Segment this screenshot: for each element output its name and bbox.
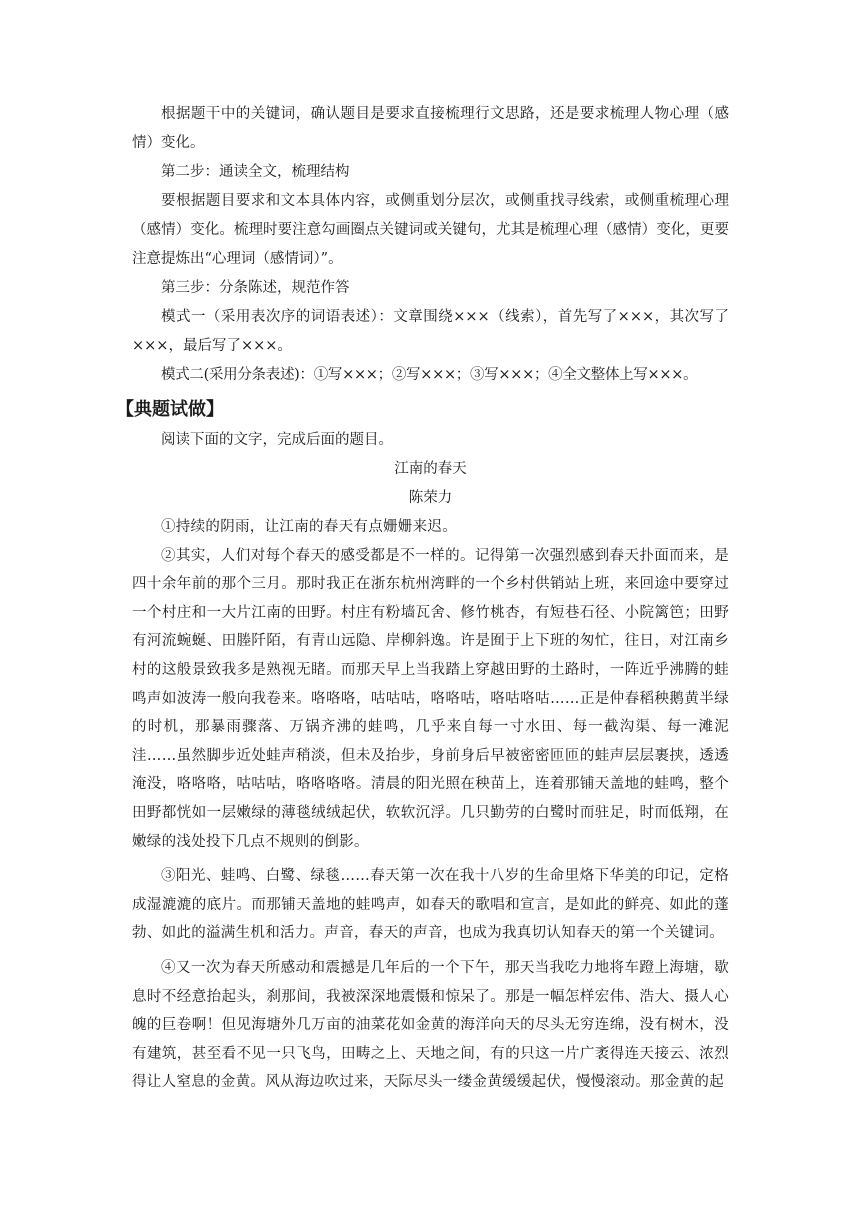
mode1-text: 模式一（采用表次序的词语表述）：文章围绕×××（线索），首先写了×××，其次写了×××，最后写了×××。 <box>132 309 729 354</box>
mode2-text: 模式二(采用分条表述)：①写×××；②写×××；③写×××；④全文整体上写×××。 <box>161 367 698 383</box>
practice-heading: 【典题试做】 <box>116 399 224 420</box>
document-page <box>116 100 729 1097</box>
article-paragraph-1: ①持续的阴雨，让江南的春天有点姗姗来迟。 <box>161 519 457 535</box>
article-paragraph-4: ④又一次为春天所感动和震撼是几年后的一个下午，那天当我吃力地将车蹬上海塘，歇息时不经意抬起头，刹那间，我被深深地震慑和惊呆了。那是一幅怎样宏伟、浩大、摄人心魄的巨卷啊！但见海塘外几万亩的油菜花如金黄的海洋向天的尽头无穷连绵，没有树木，没有建筑，甚至看不见一只飞鸟，田畴之上、天地之间，有的只这一片广袤得连天接云、浓烈得让人窒息的金黄。风从海边吹过来，天际尽头一缕金黄缓缓起伏，慢慢滚动。那金黄的起 <box>132 959 729 1091</box>
step2-body: 要根据题目要求和文本具体内容，或侧重划分层次，或侧重找寻线索，或侧重梳理心理（感情）变化。梳理时要注意勾画圈点关键词或关键句，尤其是梳理心理（感情）变化，更要注意提炼出“心理词（感情词）”。 <box>132 193 729 267</box>
article-paragraph-3: ③阳光、蛙鸣、白鹭、绿毯……春天第一次在我十八岁的生命里烙下华美的印记，定格成湿漉漉的底片。而那铺天盖地的蛙鸣声，如春天的歌唱和宣言，是如此的鲜亮、如此的蓬勃、如此的溢满生机和活力。声音，春天的声音，也成为我真切认知春天的第一个关键词。 <box>132 868 729 942</box>
article-author: 陈荣力 <box>408 490 453 506</box>
step3-title: 第三步：分条陈述，规范作答 <box>161 280 350 296</box>
article-title: 江南的春天 <box>394 461 467 477</box>
method-intro: 根据题干中的关键词，确认题目是要求直接梳理行文思路，还是要求梳理人物心理（感情）变化。 <box>132 106 729 151</box>
practice-instruction: 阅读下面的文字，完成后面的题目。 <box>161 432 393 448</box>
step2-title: 第二步：通读全文，梳理结构 <box>161 164 350 180</box>
article-paragraph-2: ②其实，人们对每个春天的感受都是不一样的。记得第一次强烈感到春天扑面而来，是四十余年前的那个三月。那时我正在浙东杭州湾畔的一个乡村供销站上班，来回途中要穿过一个村庄和一大片江南的田野。村庄有粉墙瓦舍、修竹桃杏，有短巷石径、小院篱笆；田野有河流蜿蜒、田塍阡陌，有青山远隐、岸柳斜逸。许是囿于上下班的匆忙，往日，对江南乡村的这般景致我多是熟视无睹。而那天早上当我踏上穿越田野的土路时，一阵近乎沸腾的蛙鸣声如波涛一般向我卷来。咯咯咯，咕咕咕，咯咯咕，咯咕咯咕……正是仲春稻秧鹅黄半绿的时机，那暴雨骤落、万锅齐沸的蛙鸣，几乎来自每一寸水田、每一截沟渠、每一滩泥洼……虽然脚步近处蛙声稍淡，但未及抬步，身前身后早被密密匝匝的蛙声层层裹挟，透透淹没，咯咯咯，咕咕咕，咯咯咯咯。清晨的阳光照在秧苗上，连着那铺天盖地的蛙鸣，整个田野都恍如一层嫩绿的薄毯绒绒起伏，软软沉浮。几只勤劳的白鹭时而驻足，时而低翔，在嫩绿的浅处投下几点不规则的倒影。 <box>132 547 729 850</box>
